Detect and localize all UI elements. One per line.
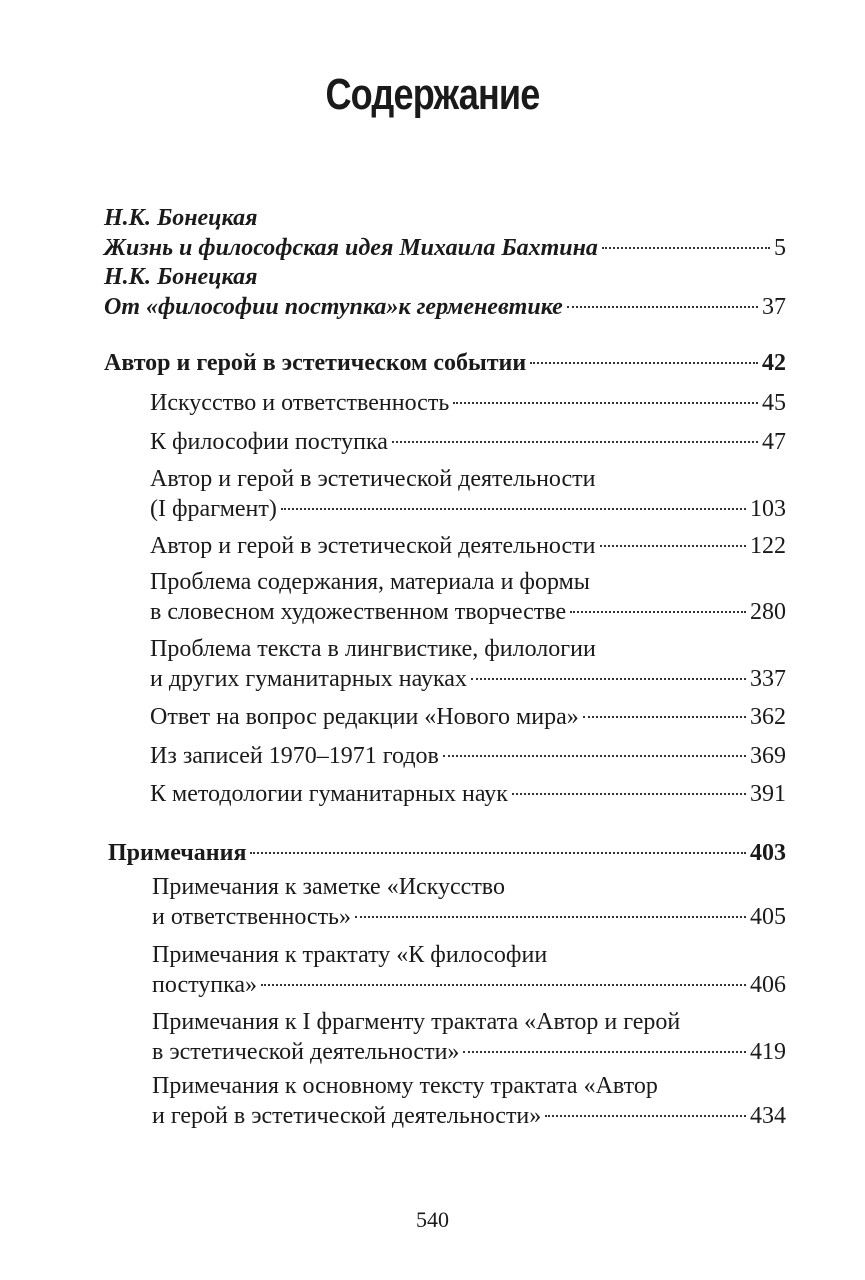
leader-dots	[567, 306, 758, 308]
toc-label: Искусство и ответственность	[150, 390, 450, 416]
toc-label: и герой в эстетической деятельности»	[152, 1103, 542, 1129]
page-number: 540	[416, 1207, 449, 1232]
toc-section-2[interactable]	[108, 838, 786, 868]
toc-item[interactable]	[150, 464, 786, 524]
toc-item[interactable]	[150, 531, 786, 561]
toc-item[interactable]	[150, 388, 786, 418]
toc-label: Проблема содержания, материала и формы	[150, 569, 590, 595]
toc-item[interactable]	[152, 1071, 786, 1131]
toc-item[interactable]	[150, 427, 786, 457]
leader-dots	[545, 1115, 746, 1117]
toc-section-1[interactable]	[104, 348, 786, 378]
toc-label: От «философии поступка»к герменевтике	[104, 294, 563, 320]
leader-dots	[281, 508, 746, 510]
toc-label: Примечания к трактату «К философии	[152, 942, 548, 968]
toc-label: (I фрагмент)	[150, 496, 277, 522]
toc-page: 406	[750, 972, 786, 998]
toc-page: 362	[750, 704, 786, 730]
page-title: Содержание	[325, 70, 540, 119]
toc-author: Н.К. Бонецкая	[104, 264, 258, 290]
toc-label: в словесном художественном творчестве	[150, 599, 567, 625]
toc-item[interactable]	[150, 741, 786, 771]
toc-page: 405	[750, 904, 786, 930]
toc-page: 280	[750, 599, 786, 625]
toc-section-label: Примечания	[108, 840, 247, 866]
toc-label: в эстетической деятельности»	[152, 1039, 460, 1065]
toc-item[interactable]	[152, 872, 786, 932]
toc-label: К философии поступка	[150, 429, 388, 455]
leader-dots	[250, 852, 746, 854]
toc-label: Проблема текста в лингвистике, филологии	[150, 636, 596, 662]
toc-page: 42	[762, 350, 786, 376]
toc-page: 47	[762, 429, 786, 455]
toc-label: Примечания к I фрагменту трактата «Автор и герой	[152, 1009, 681, 1035]
toc-item[interactable]	[150, 702, 786, 732]
leader-dots	[261, 984, 746, 986]
toc-label: Примечания к заметке «Искусство	[152, 874, 505, 900]
toc-page: 419	[750, 1039, 786, 1065]
leader-dots	[355, 916, 746, 918]
toc-page: 391	[750, 781, 786, 807]
leader-dots	[602, 247, 770, 249]
toc-author: Н.К. Бонецкая	[104, 205, 258, 231]
leader-dots	[471, 678, 746, 680]
toc-page: 369	[750, 743, 786, 769]
toc-label: Автор и герой в эстетической деятельности	[150, 533, 596, 559]
toc-label: Ответ на вопрос редакции «Нового мира»	[150, 704, 579, 730]
leader-dots	[443, 755, 746, 757]
toc-page: 45	[762, 390, 786, 416]
toc-item[interactable]	[150, 567, 786, 627]
toc-item[interactable]	[152, 1007, 786, 1067]
toc-label: Автор и герой в эстетической деятельности	[150, 466, 596, 492]
leader-dots	[600, 545, 746, 547]
toc-label: Из записей 1970–1971 годов	[150, 743, 439, 769]
leader-dots	[583, 716, 746, 718]
toc-page: 37	[762, 294, 786, 320]
leader-dots	[512, 793, 746, 795]
leader-dots	[392, 441, 758, 443]
toc-entry-intro-1[interactable]	[104, 203, 786, 263]
toc-page: 122	[750, 533, 786, 559]
toc-page: 103	[750, 496, 786, 522]
toc-label: Примечания к основному тексту трактата «Автор	[152, 1073, 658, 1099]
toc-label: и ответственность»	[152, 904, 351, 930]
toc-page: 337	[750, 666, 786, 692]
leader-dots	[453, 402, 758, 404]
toc-item[interactable]	[150, 779, 786, 809]
toc-item[interactable]	[152, 940, 786, 1000]
toc-item[interactable]	[150, 634, 786, 694]
toc-label: и других гуманитарных науках	[150, 666, 467, 692]
leader-dots	[530, 362, 758, 364]
toc-page: 434	[750, 1103, 786, 1129]
toc-label: поступка»	[152, 972, 258, 998]
toc-label: Жизнь и философская идея Михаила Бахтина	[104, 235, 598, 261]
toc-entry-intro-2[interactable]	[104, 262, 786, 322]
leader-dots	[570, 611, 746, 613]
leader-dots	[463, 1051, 746, 1053]
toc-page: 5	[774, 235, 786, 261]
toc-page: 403	[750, 840, 786, 866]
toc-section-label: Автор и герой в эстетическом событии	[104, 350, 527, 376]
toc-label: К методологии гуманитарных наук	[150, 781, 508, 807]
